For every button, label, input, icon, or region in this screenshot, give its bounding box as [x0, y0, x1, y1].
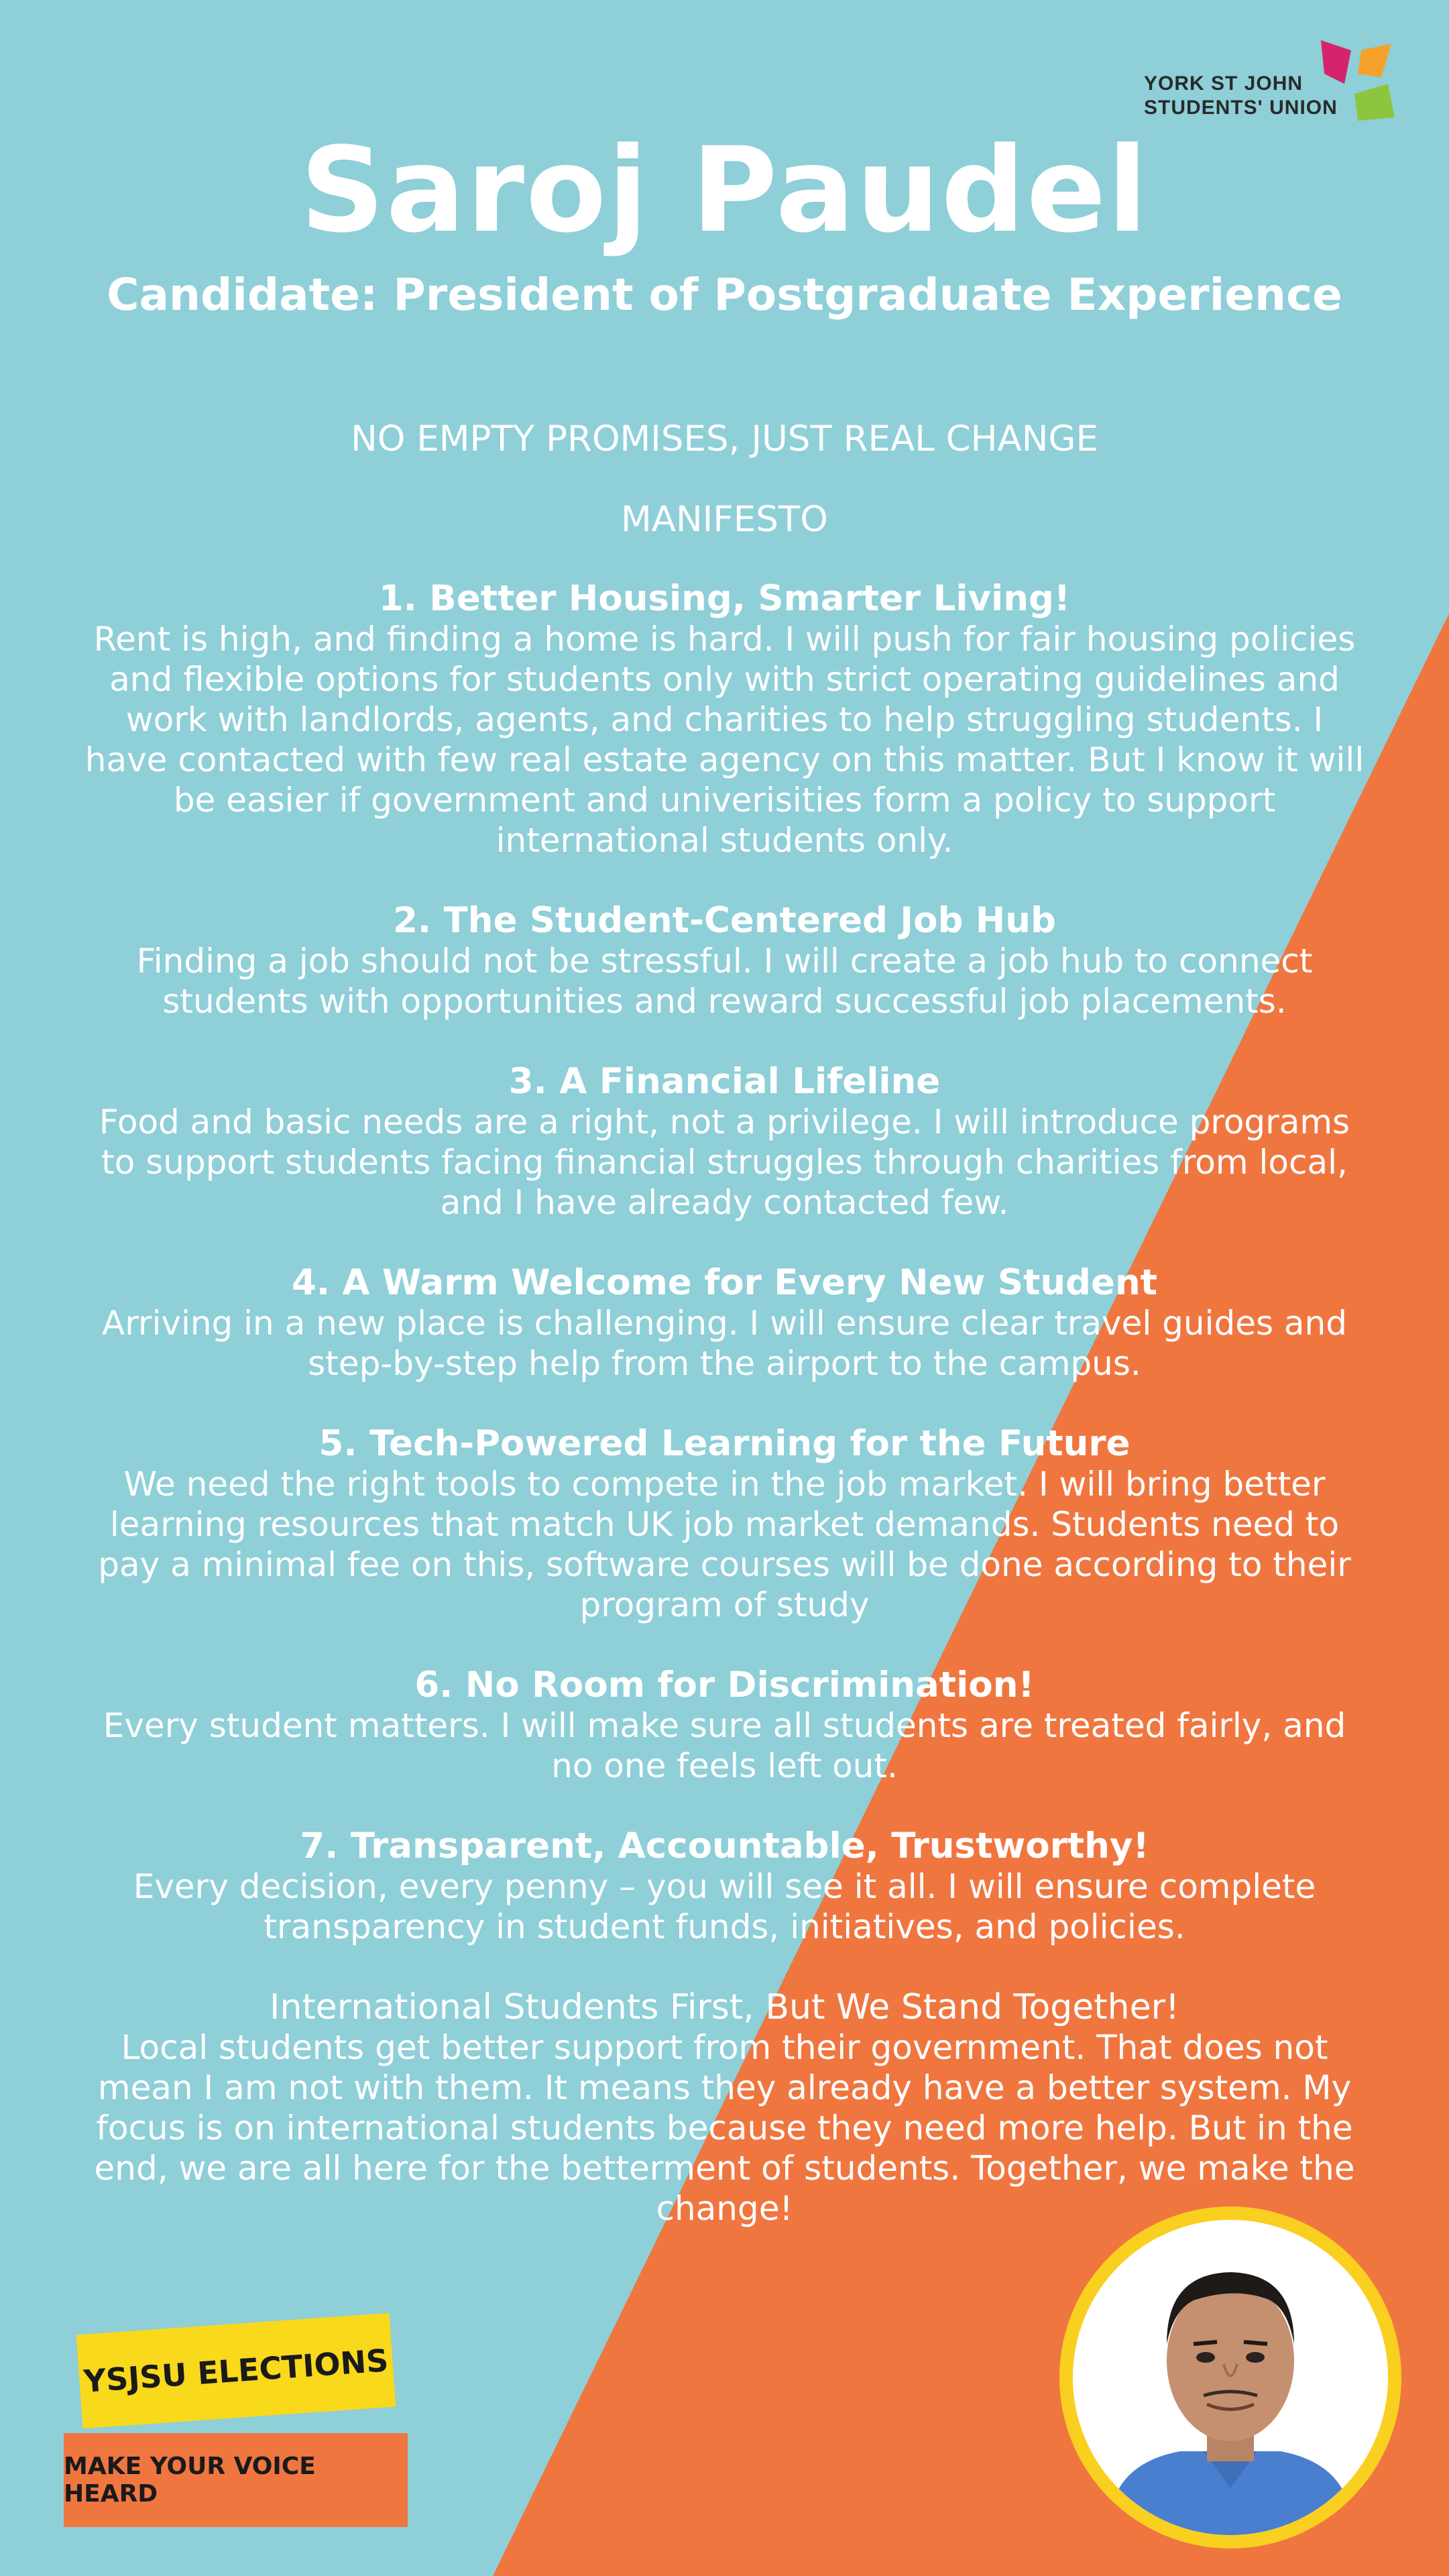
manifesto-section-7 — [80, 1826, 1369, 1947]
candidate-portrait-frame — [1059, 2206, 1401, 2549]
closing-title: International Students First, But We Stand Together! — [270, 1987, 1179, 2027]
closing-section — [80, 1987, 1369, 2229]
voice-badge-label: MAKE YOUR VOICE HEARD — [64, 2453, 316, 2508]
section-title: 5. Tech-Powered Learning for the Future — [318, 1423, 1131, 1464]
manifesto-section-1 — [80, 579, 1369, 860]
section-body: We need the right tools to compete in the job market. I will bring better learning resources that match UK job market demands. Students need to pay a minimal fee on this, software courses will be done according to their program of study — [98, 1465, 1351, 1624]
closing-body: Local students get better support from their government. That does not mean I am not with them. It means they already have a better system. My focus is on international students because they need more help. But in the end, we are all here for the betterment of students. Together, we make the change! — [94, 2028, 1355, 2228]
tagline: NO EMPTY PROMISES, JUST REAL CHANGE — [351, 418, 1098, 459]
candidate-name: Saroj Paudel — [300, 123, 1149, 259]
logo-text — [1144, 72, 1338, 120]
candidate-role: Candidate: President of Postgraduate Experience — [107, 269, 1342, 321]
ysjsu-logo — [1140, 37, 1408, 131]
header — [0, 123, 1449, 322]
manifesto-section-4 — [80, 1263, 1369, 1384]
candidate-portrait-icon — [1073, 2220, 1388, 2535]
section-body: Every student matters. I will make sure all students are treated fairly, and no one feels left out. — [103, 1706, 1346, 1785]
section-body: Arriving in a new place is challenging. I will ensure clear travel guides and step-by-step help from the airport to the campus. — [102, 1304, 1347, 1383]
manifesto-section-6 — [80, 1665, 1369, 1786]
manifesto-section-3 — [80, 1062, 1369, 1223]
manifesto-label: MANIFESTO — [621, 499, 828, 540]
section-title: 4. A Warm Welcome for Every New Student — [291, 1262, 1158, 1303]
section-body: Finding a job should not be stressful. I will create a job hub to connect students with opportunities and reward successful job placements. — [136, 942, 1313, 1021]
manifesto-content — [80, 412, 1369, 2229]
ysjsu-leaf-logo-icon — [1314, 37, 1408, 131]
section-body: Rent is high, and finding a home is hard. I will push for fair housing policies and flexible options for students only with strict operating guidelines and work with landlords, agents, and charities to help struggling students. I have contacted with few real estate agency on this matter. But I know it will be easier if government and univerisities form a policy to support international students only. — [84, 620, 1365, 860]
section-body: Food and basic needs are a right, not a privilege. I will introduce programs to support students facing financial struggles through charities from local, and I have already contacted few. — [99, 1103, 1350, 1222]
candidate-portrait — [1073, 2220, 1388, 2535]
logo-line-2: STUDENTS' UNION — [1144, 97, 1338, 119]
manifesto-section-2 — [80, 901, 1369, 1021]
section-title: 1. Better Housing, Smarter Living! — [378, 578, 1071, 619]
section-title: 3. A Financial Lifeline — [508, 1061, 941, 1102]
section-title: 2. The Student-Centered Job Hub — [393, 900, 1056, 941]
section-body: Every decision, every penny – you will see it all. I will ensure complete transparency in student funds, initiatives, and policies. — [133, 1867, 1316, 1946]
make-your-voice-heard-badge — [64, 2433, 408, 2527]
section-title: 7. Transparent, Accountable, Trustworthy! — [300, 1826, 1149, 1866]
section-title: 6. No Room for Discrimination! — [414, 1665, 1035, 1705]
elections-badge-label: YSJSU ELECTIONS — [82, 2342, 390, 2400]
manifesto-section-5 — [80, 1424, 1369, 1625]
logo-line-1: YORK ST JOHN — [1144, 72, 1303, 95]
